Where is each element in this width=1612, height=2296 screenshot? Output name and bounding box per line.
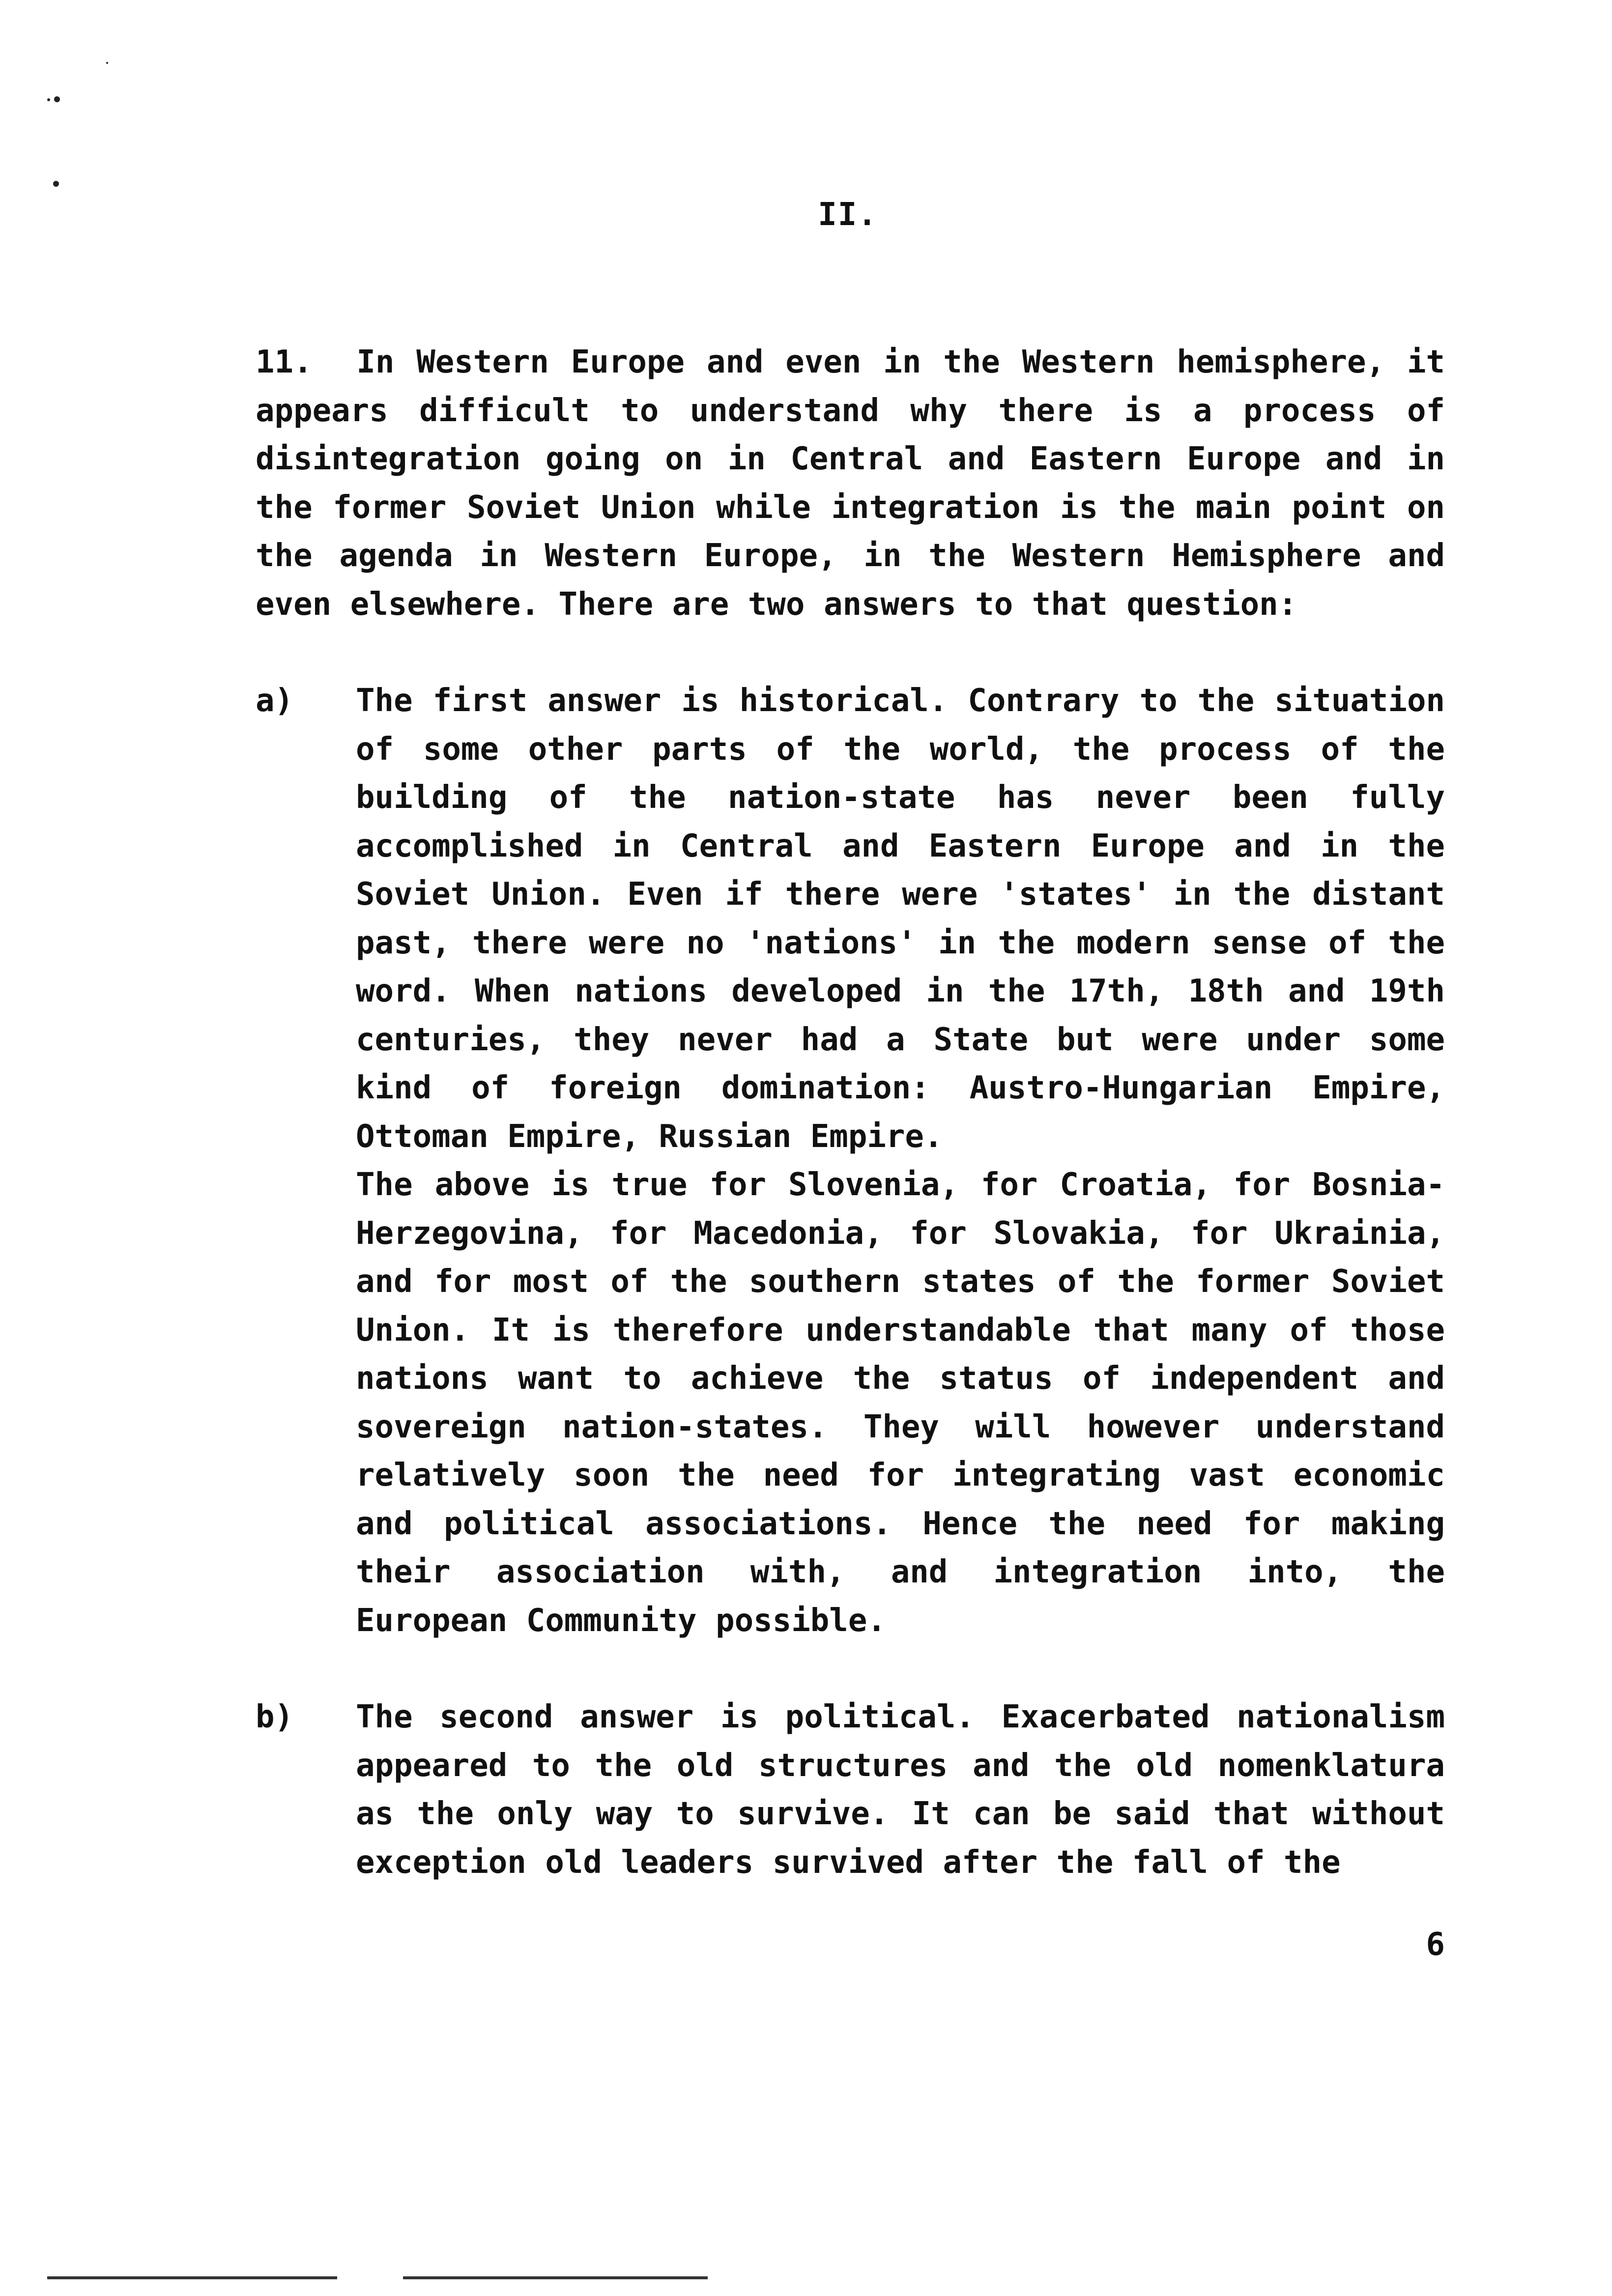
scan-speck bbox=[106, 62, 108, 64]
item-b-text: The second answer is political. Exacerbated nationalism appeared to the old structures and the old nomenklatura as the only way to survive. It can be said that without exception old leaders survived after the fall of the bbox=[356, 1699, 1445, 1881]
list-marker: a) bbox=[256, 683, 294, 719]
document-body bbox=[256, 338, 1445, 1887]
item-a-text-1: The first answer is historical. Contrary to the situation of some other parts of the world, the process of the building of the nation-state has never been fully accomplished in Central and Eastern Europe and in the Soviet Union. Even if there were 'states' in the distant past, there were no 'nations' in the modern sense of the word. When nations developed in the 17th, 18th and 19th centuries, they never had a State but were under some kind of foreign domination: Austro-Hungarian Empire, Ottoman Empire, Russian Empire. bbox=[356, 683, 1445, 1155]
list-item-b bbox=[256, 1693, 1445, 1887]
paragraph-text: In Western Europe and even in the Western hemisphere, it appears difficult to understand why there is a process of disintegration going on in Central and Eastern Europe and in the former Soviet Union while integration is the main point on the agenda in Western Europe, in the Western Hemisphere and even elsewhere. There are two answers to that question: bbox=[256, 344, 1445, 623]
paragraph-11 bbox=[256, 338, 1445, 629]
page-number: 6 bbox=[1426, 1926, 1445, 1963]
list-marker: b) bbox=[256, 1699, 294, 1735]
scan-edge-line bbox=[47, 2276, 337, 2279]
list-item-a bbox=[256, 677, 1445, 1645]
scan-speck bbox=[53, 181, 59, 187]
scan-edge-line bbox=[403, 2276, 708, 2279]
section-heading: II. bbox=[818, 197, 878, 233]
scan-speck bbox=[47, 98, 50, 101]
scan-speck bbox=[54, 96, 60, 102]
item-a-text-2: The above is true for Slovenia, for Croatia, for Bosnia-Herzegovina, for Macedonia, for Slovakia, for Ukrainia, and for most of the southern states of the former Soviet Union. It is therefore understandable that many of those nations want to achieve the status of independent and sovereign nation-states. They will however understand relatively soon the need for integrating vast economic and political associations. Hence the need for making their association with, and integration into, the European Community possible. bbox=[356, 1167, 1445, 1639]
paragraph-number: 11. bbox=[256, 344, 313, 380]
